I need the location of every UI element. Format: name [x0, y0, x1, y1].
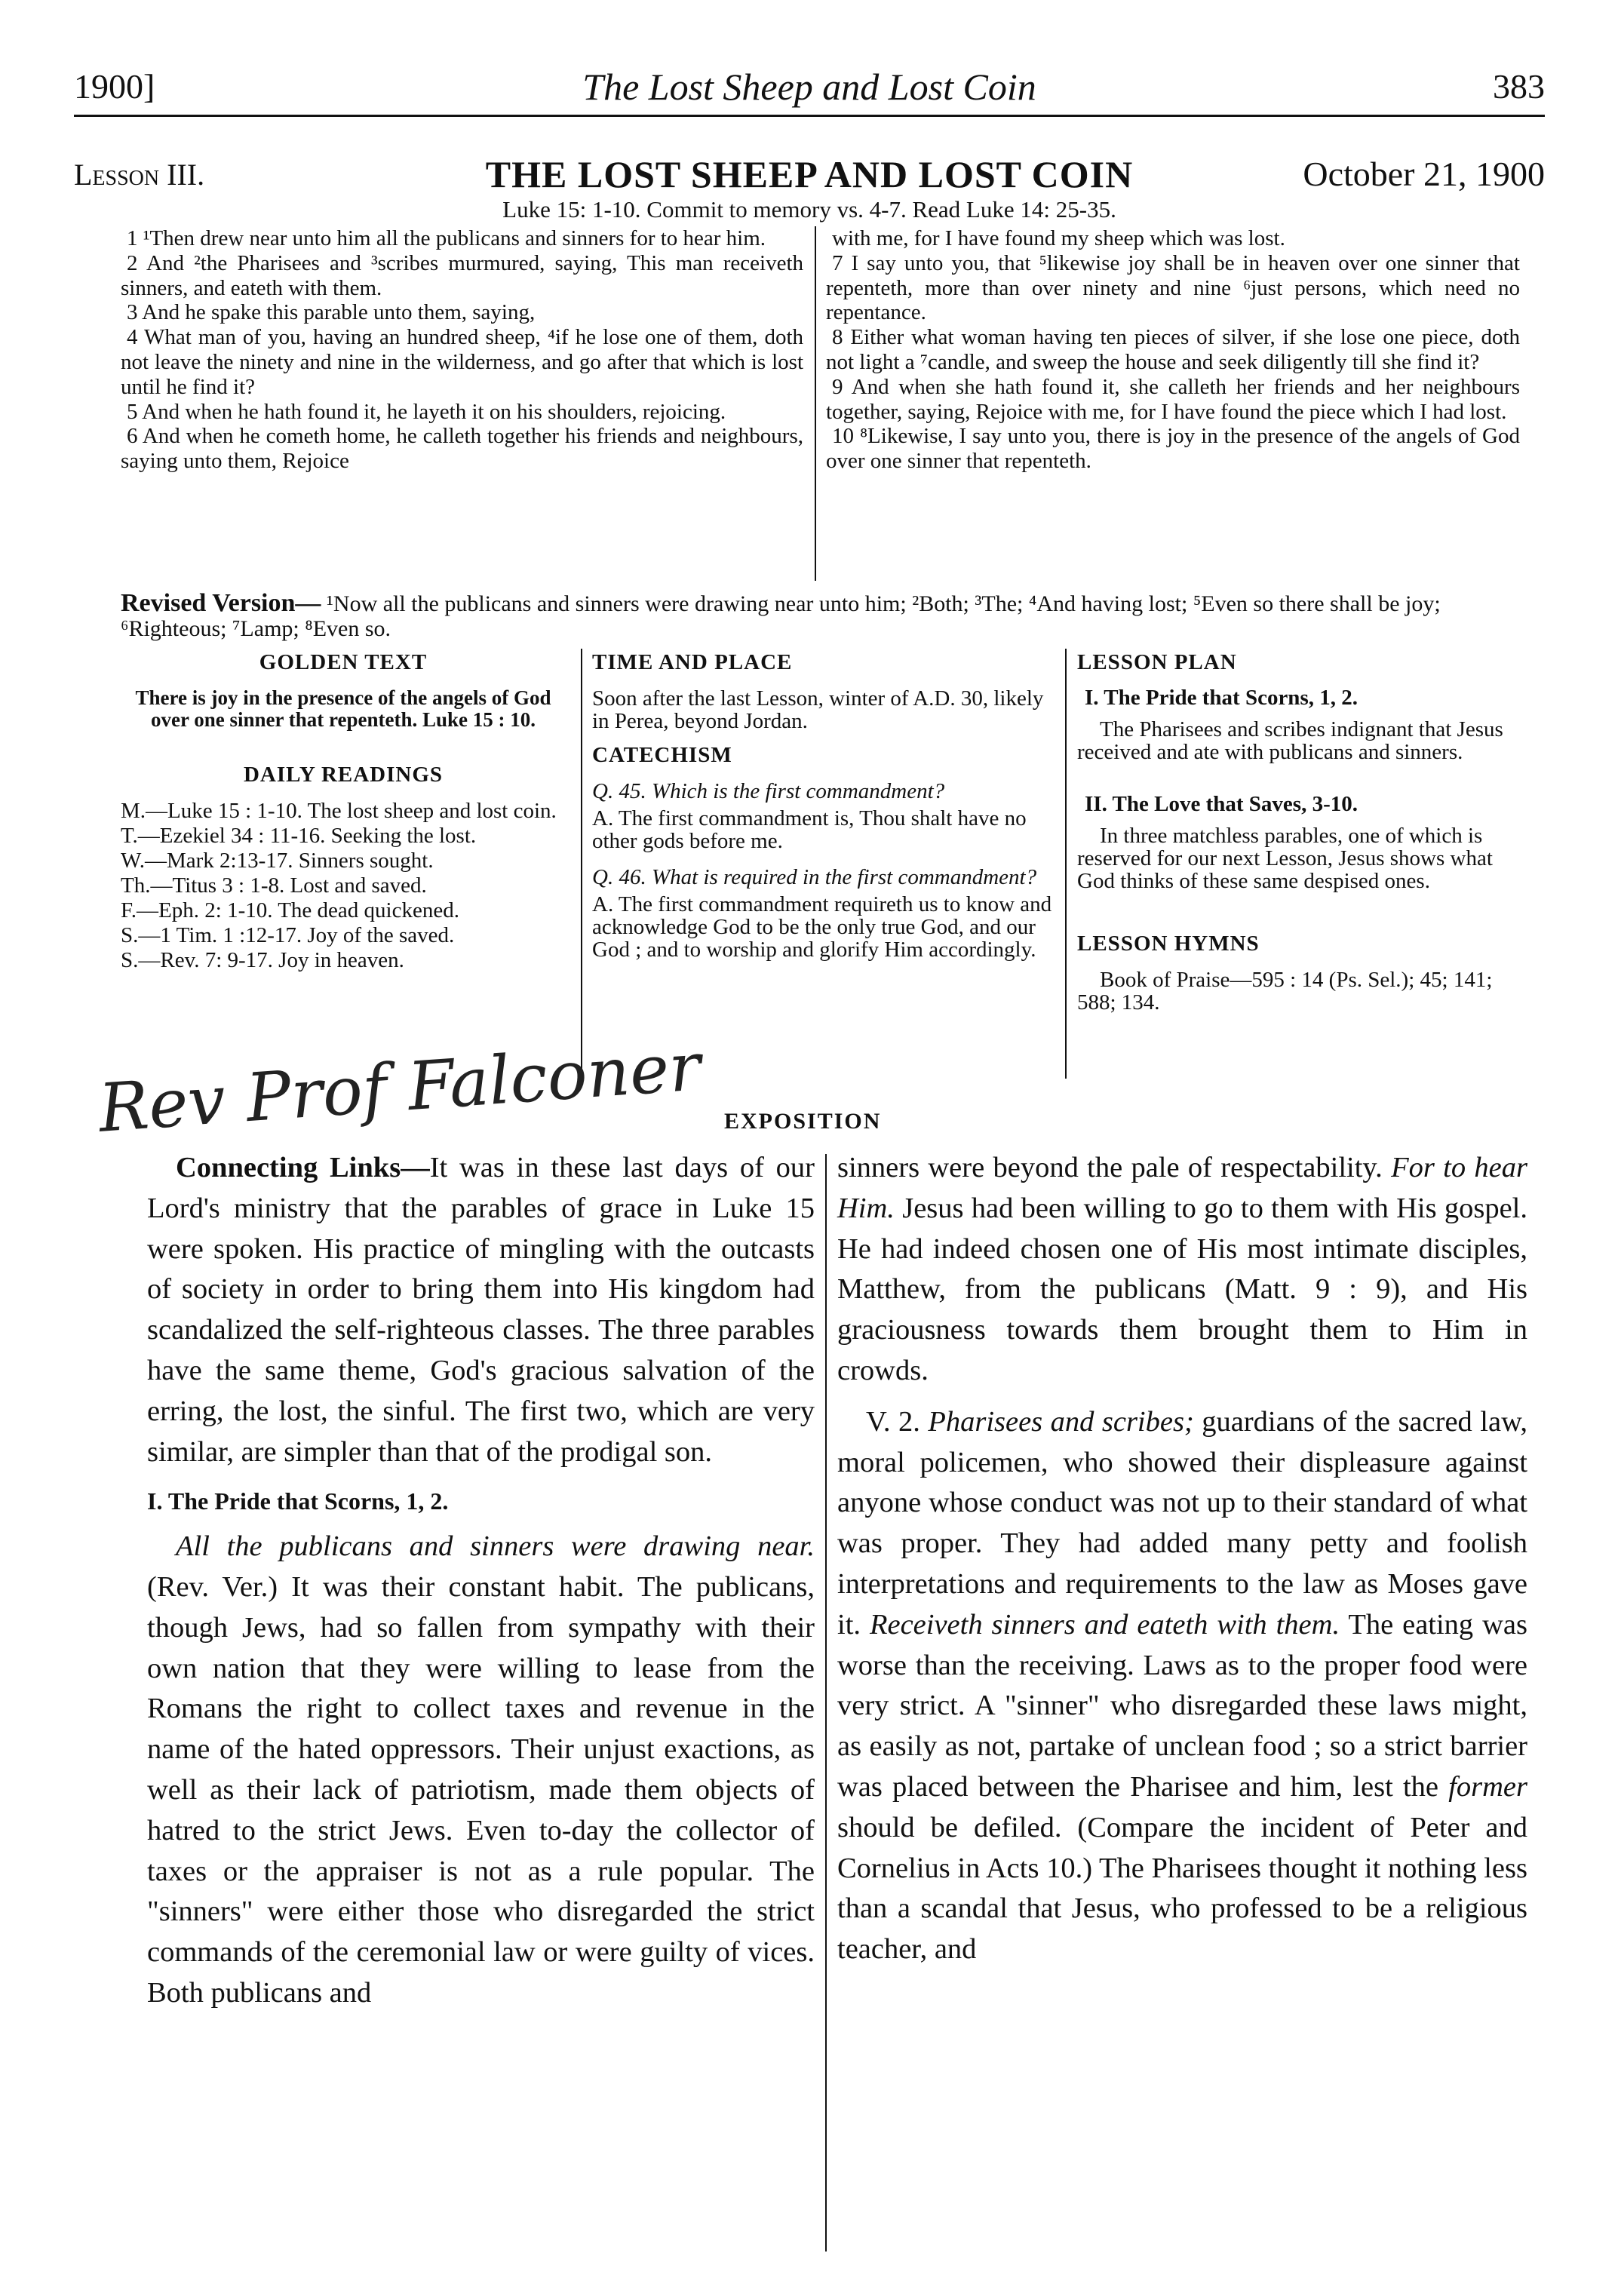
connecting-links-paragraph [147, 1148, 815, 1472]
running-title: The Lost Sheep and Lost Coin [582, 66, 1036, 108]
handwritten-signature: Rev Prof Falconer [96, 1027, 704, 1147]
time-place-heading: TIME AND PLACE [592, 650, 793, 674]
connecting-links-lead: Connecting Links— [176, 1152, 430, 1183]
left-info-column [121, 650, 566, 974]
verse: 8 Either what woman having ten pieces of silver, if she lose one piece, doth not light a ⁷candle, and sweep the house and seek diligently till she find it? [826, 325, 1520, 374]
scripture-right-column [826, 226, 1520, 474]
publicans-text: (Rev. Ver.) It was their constant habit. The publicans, though Jews, had so fallen from sympathy with their own nation that they were willing to lease from the Romans the right to collect taxes and revenue in the name of the hated oppressors. Their unjust exactions, as well as their lack of patriotism, made them objects of hatred to the strict Jews. Even to-day the collector of taxes or the appraiser is not as a rule popular. The "sinners" were either those who disregarded the strict commands of the ceremonial law or were guilty of vices. Both publicans and [147, 1570, 815, 2009]
revised-version-lead: Revised Version— [121, 589, 321, 617]
plan-point-1-title: I. The Pride that Scorns, 1, 2. [1085, 686, 1358, 710]
catechism-a45: A. The first commandment is, Thou shalt have no other gods before me. [592, 806, 1027, 853]
daily-readings-heading: DAILY READINGS [243, 763, 444, 787]
revised-version [121, 591, 1545, 641]
publicans-paragraph [147, 1527, 815, 2014]
pharisees-text-c: should be defiled. (Compare the incident of Peter and Cornelius in Acts 10.) The Pharisees thought it nothing less than a scandal that Jesus, who professed to be a religious teacher, and [837, 1811, 1527, 1966]
exposition-left-column [147, 1148, 815, 2014]
former-italic: former [1448, 1770, 1527, 1803]
reading-item: W.—Mark 2:13-17. Sinners sought. [121, 849, 434, 873]
verse: 7 I say unto you, that ⁵likewise joy shall be in heaven over one sinner that repenteth, more than over ninety and nine ⁶just persons, which need no repentance. [826, 250, 1520, 325]
respectability-italic: For to hear Him. [837, 1152, 1527, 1224]
page-year: 1900] [74, 67, 155, 106]
plan-point-2-title: II. The Love that Saves, 3-10. [1085, 792, 1358, 816]
exposition-divider [825, 1154, 827, 2251]
respectability-text-a: sinners were beyond the pale of respectability. [837, 1152, 1383, 1183]
page-number: 383 [1493, 67, 1545, 106]
running-head [74, 59, 1545, 112]
publicans-lead: All the publicans and sinners were drawing near. [176, 1530, 815, 1563]
verse: 10 ⁸Likewise, I say unto you, there is joy in the presence of the angels of God over one sinner that repenteth. [826, 424, 1520, 474]
time-place-text: Soon after the last Lesson, winter of A.D. 30, likely in Perea, beyond Jordan. [592, 686, 1044, 733]
verse: 6 And when he cometh home, he calleth together his friends and neighbours, saying unto them, Rejoice [121, 424, 803, 474]
verse: 5 And when he hath found it, he layeth it on his shoulders, rejoicing. [127, 399, 726, 424]
scripture-left-column [121, 226, 803, 474]
reading-item: S.—Rev. 7: 9-17. Joy in heaven. [121, 948, 404, 972]
right-info-column [1077, 650, 1530, 1014]
catechism-q45: Q. 45. Which is the first commandment? [592, 779, 945, 803]
reading-item: F.—Eph. 2: 1-10. The dead quickened. [121, 898, 459, 922]
verse: 3 And he spake this parable unto them, saying, [127, 300, 536, 325]
golden-text: There is joy in the presence of the angels of God over one sinner that repenteth. Luke 15 : 10. [135, 686, 551, 731]
respectability-paragraph [837, 1148, 1527, 1392]
pharisees-text-a: guardians of the sacred law, moral policemen, who showed their displeasure against anyone whose conduct was not up to their standard of what was proper. They had added many petty and foolish interpretations and requirements to the law as Moses gave it. [837, 1405, 1527, 1641]
box-divider-1 [581, 649, 582, 1079]
middle-info-column [592, 650, 1052, 961]
verse: with me, for I have found my sheep which was lost. [832, 226, 1285, 250]
verse: 9 And when she hath found it, she calleth her friends and her neighbours together, saying, Rejoice with me, for I have found the piece which I had lost. [826, 374, 1520, 424]
lesson-number: Lesson III. [74, 158, 205, 192]
section-heading-1: I. The Pride that Scorns, 1, 2. [147, 1487, 449, 1515]
exposition-heading: EXPOSITION [724, 1109, 882, 1134]
lesson-hymns-text: Book of Praise—595 : 14 (Ps. Sel.); 45; 141; 588; 134. [1077, 968, 1493, 1014]
box-divider-2 [1065, 649, 1067, 1079]
plan-point-2-text: In three matchless parables, one of which is reserved for our next Lesson, Jesus shows what God thinks of these same despised ones. [1077, 824, 1493, 893]
respectability-text-b: Jesus had been willing to go to them with His gospel. He had indeed chosen one of His most intimate disciples, Matthew, from the publicans (Matt. 9 : 9), and His graciousness towards them brought them to Him in crowds. [837, 1192, 1528, 1386]
catechism-heading: CATECHISM [592, 743, 732, 767]
verse: 2 And ²the Pharisees and ³scribes murmured, saying, This man receiveth sinners, and eateth with them. [121, 250, 803, 300]
catechism-q46: Q. 46. What is required in the first commandment? [592, 865, 1037, 889]
lesson-hymns-heading: LESSON HYMNS [1077, 932, 1260, 956]
catechism-a46: A. The first commandment requireth us to know and acknowledge God to be the only true God, and our God ; and to worship and glorify Him accordingly. [592, 892, 1052, 962]
scripture-divider [815, 226, 816, 581]
reading-item: M.—Luke 15 : 1-10. The lost sheep and lost coin. [121, 799, 557, 823]
revised-version-text: ¹Now all the publicans and sinners were drawing near unto him; ²Both; ³The; ⁴And having lost; ⁵Even so there shall be joy; ⁶Righteous; ⁷Lamp; ⁸Even so. [121, 591, 1441, 641]
lesson-reference: Luke 15: 1-10. Commit to memory vs. 4-7. Read Luke 14: 25-35. [502, 196, 1116, 223]
exposition-right-column [837, 1148, 1527, 1970]
plan-point-1-text: The Pharisees and scribes indignant that Jesus received and ate with publicans and sinners. [1077, 717, 1503, 764]
lesson-title: THE LOST SHEEP AND LOST COIN [485, 153, 1134, 195]
verse: 4 What man of you, having an hundred sheep, ⁴if he lose one of them, doth not leave the ninety and nine in the wilderness, and go after that which is lost until he find it? [121, 325, 803, 399]
daily-readings-list [121, 800, 566, 972]
lesson-date: October 21, 1900 [1303, 155, 1545, 193]
reading-item: T.—Ezekiel 34 : 11-16. Seeking the lost. [121, 824, 477, 848]
header-rule [74, 115, 1545, 117]
connecting-links-text: It was in these last days of our Lord's ministry that the parables of grace in Luke 15 were spoken. His practice of mingling with the outcasts of society in order to bring them into His kingdom had scandalized the self-righteous classes. The three parables have the same theme, God's gracious salvation of the erring, the lost, the sinful. The first two, which are very similar, are simpler than that of the prodigal son. [147, 1152, 815, 1468]
lesson-plan-heading: LESSON PLAN [1077, 650, 1237, 674]
pharisees-italic: Pharisees and scribes; [928, 1405, 1194, 1438]
pharisees-paragraph [837, 1402, 1527, 1970]
verse: 1 ¹Then drew near unto him all the publicans and sinners for to hear him. [127, 226, 766, 250]
reading-item: S.—1 Tim. 1 :12-17. Joy of the saved. [121, 923, 455, 947]
lesson-header [74, 148, 1545, 193]
pharisees-text-b: The eating was worse than the receiving. Laws as to the proper food were very strict. A "sinner" who disregarded these laws might, as easily as not, partake of unclean food ; so a strict barrier was placed between the Pharisee and him, lest the [837, 1608, 1527, 1803]
verse-ref: V. 2. [866, 1405, 920, 1438]
receiveth-italic: Receiveth sinners and eateth with them. [869, 1608, 1340, 1641]
reading-item: Th.—Titus 3 : 1-8. Lost and saved. [121, 873, 427, 898]
golden-text-heading: GOLDEN TEXT [259, 650, 428, 674]
